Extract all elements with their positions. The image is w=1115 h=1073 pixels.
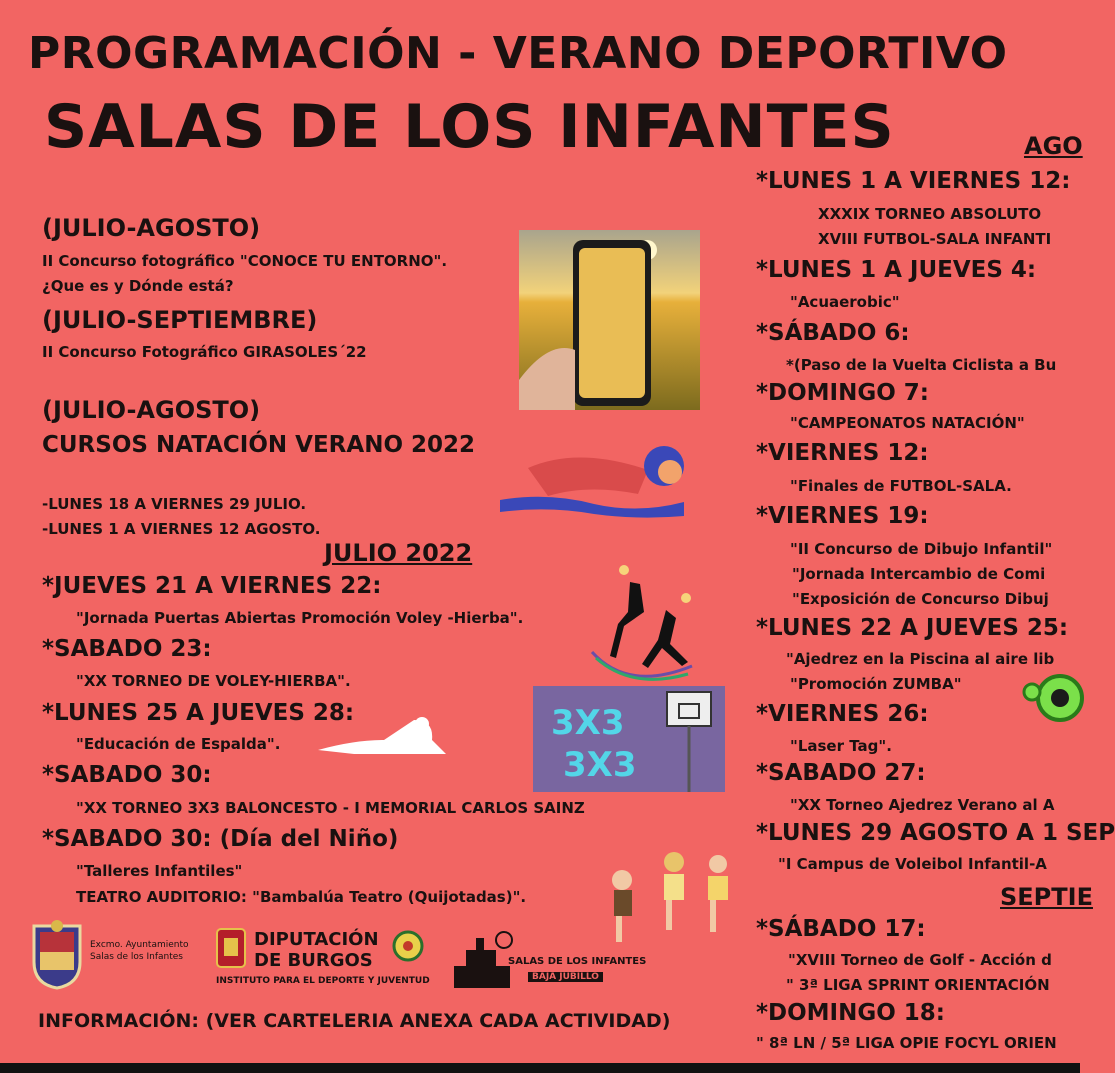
agosto-event-day: *LUNES 22 A JUEVES 25: xyxy=(756,615,1069,641)
septiembre-event-desc: "XVIII Torneo de Golf - Acción d xyxy=(788,951,1052,969)
agosto-event-desc: *(Paso de la Vuelta Ciclista a Bu xyxy=(786,356,1057,374)
event-desc: "Talleres Infantiles" xyxy=(76,862,243,880)
agosto-event-day: *SÁBADO 6: xyxy=(756,320,910,346)
bottom-bar xyxy=(0,1063,1080,1073)
agosto-event-day: *VIERNES 19: xyxy=(756,503,929,529)
sport-logo-icon xyxy=(392,926,424,968)
svg-text:3X3: 3X3 xyxy=(551,703,625,743)
agosto-event-day: *SABADO 27: xyxy=(756,760,926,786)
agosto-event-desc: "XX Torneo Ajedrez Verano al A xyxy=(790,796,1055,814)
poster-title: PROGRAMACIÓN - VERANO DEPORTIVO xyxy=(28,28,1008,79)
period-julio-agosto-2: (JULIO-AGOSTO) xyxy=(42,396,261,424)
event-day: *SABADO 30: xyxy=(42,762,212,788)
fecha-1: -LUNES 18 A VIERNES 29 JULIO. xyxy=(42,495,307,513)
julio-heading: JULIO 2022 xyxy=(324,539,473,567)
agosto-event-desc: "Laser Tag". xyxy=(790,737,892,755)
event-day: *LUNES 25 A JUEVES 28: xyxy=(42,700,355,726)
septiembre-heading: SEPTIE xyxy=(1000,883,1093,911)
town-title: SALAS DE LOS INFANTES xyxy=(44,92,895,162)
concurso-1: II Concurso fotográfico "CONOCE TU ENTORNO". xyxy=(42,252,448,270)
period-julio-agosto-1: (JULIO-AGOSTO) xyxy=(42,214,261,242)
event-desc: "XX TORNEO DE VOLEY-HIERBA". xyxy=(76,672,351,690)
period-julio-septiembre: (JULIO-SEPTIEMBRE) xyxy=(42,306,318,334)
event-desc: "Jornada Puertas Abiertas Promoción Voley -Hierba". xyxy=(76,609,524,627)
cursos-natacion: CURSOS NATACIÓN VERANO 2022 xyxy=(42,432,476,458)
event-desc: "Educación de Espalda". xyxy=(76,735,281,753)
sunflower-photo-icon xyxy=(519,230,700,410)
info-line: INFORMACIÓN: (VER CARTELERIA ANEXA CADA ACTIVIDAD) xyxy=(38,1010,671,1032)
diputacion-sub: INSTITUTO PARA EL DEPORTE Y JUVENTUD xyxy=(216,976,430,986)
agosto-event-desc: XXXIX TORNEO ABSOLUTO xyxy=(818,205,1042,223)
agosto-event-desc: "Ajedrez en la Piscina al aire lib xyxy=(786,650,1055,668)
event-day: *SABADO 23: xyxy=(42,636,212,662)
salas-logo-text: SALAS DE LOS INFANTES xyxy=(508,956,647,967)
fecha-2: -LUNES 1 A VIERNES 12 AGOSTO. xyxy=(42,520,321,538)
agosto-event-desc: "Acuaerobic" xyxy=(790,293,900,311)
svg-text:3X3: 3X3 xyxy=(563,745,637,785)
concurso-1b: ¿Que es y Dónde está? xyxy=(42,277,234,295)
agosto-event-desc: "II Concurso de Dibujo Infantil" xyxy=(790,540,1053,558)
agosto-event-desc: "CAMPEONATOS NATACIÓN" xyxy=(790,414,1025,432)
agosto-event-day: *LUNES 1 A VIERNES 12: xyxy=(756,168,1071,194)
diputacion-shield-icon xyxy=(216,928,246,970)
agosto-event-desc-2: "Jornada Intercambio de Comi xyxy=(792,565,1046,583)
agosto-event-day: *VIERNES 26: xyxy=(756,701,929,727)
ayto-line-2: Salas de los Infantes xyxy=(90,952,183,962)
basketball-3x3-icon xyxy=(533,686,725,792)
agosto-event-desc-3: "Exposición de Concurso Dibuj xyxy=(792,590,1049,608)
stretching-figure-icon xyxy=(314,710,452,760)
septiembre-event-desc-2: " 3ª LIGA SPRINT ORIENTACIÓN xyxy=(786,976,1050,994)
agosto-event-day: *DOMINGO 7: xyxy=(756,380,930,406)
septiembre-event-day: *SÁBADO 17: xyxy=(756,916,926,942)
agosto-event-desc-2: "Promoción ZUMBA" xyxy=(790,675,962,693)
agosto-event-desc-2: XVIII FUTBOL-SALA INFANTI xyxy=(818,230,1052,248)
event-desc-2: TEATRO AUDITORIO: "Bambalúa Teatro (Quijotadas)". xyxy=(76,888,527,906)
event-day: *SABADO 30: (Día del Niño) xyxy=(42,826,399,852)
agosto-heading: AGO xyxy=(1024,132,1083,160)
ayuntamiento-shield-icon xyxy=(30,918,84,990)
agosto-event-desc: "Finales de FUTBOL-SALA. xyxy=(790,477,1012,495)
event-desc: "XX TORNEO 3X3 BALONCESTO - I MEMORIAL CARLOS SAINZ xyxy=(76,799,585,817)
agosto-event-day: *VIERNES 12: xyxy=(756,440,929,466)
agosto-event-day: *LUNES 1 A JUEVES 4: xyxy=(756,257,1037,283)
volleyball-players-icon xyxy=(588,562,700,684)
salas-logo-sub: BAJA JUBILLO xyxy=(528,972,603,982)
event-day: *JUEVES 21 A VIERNES 22: xyxy=(42,573,382,599)
swimmer-icon xyxy=(498,436,693,520)
ayto-line-1: Excmo. Ayuntamiento xyxy=(90,940,189,950)
children-icon xyxy=(586,852,736,948)
diputacion-line-1: DIPUTACIÓN xyxy=(254,929,379,950)
laser-tag-icon xyxy=(1014,672,1080,772)
septiembre-event-desc: " 8ª LN / 5ª LIGA OPIE FOCYL ORIEN xyxy=(756,1034,1057,1052)
septiembre-event-day: *DOMINGO 18: xyxy=(756,1000,946,1026)
agosto-event-day: *LUNES 29 AGOSTO A 1 SEP xyxy=(756,820,1115,846)
agosto-event-desc: "I Campus de Voleibol Infantil-A xyxy=(778,855,1047,873)
concurso-2: II Concurso Fotográfico GIRASOLES´22 xyxy=(42,343,367,361)
diputacion-line-2: DE BURGOS xyxy=(254,950,373,971)
